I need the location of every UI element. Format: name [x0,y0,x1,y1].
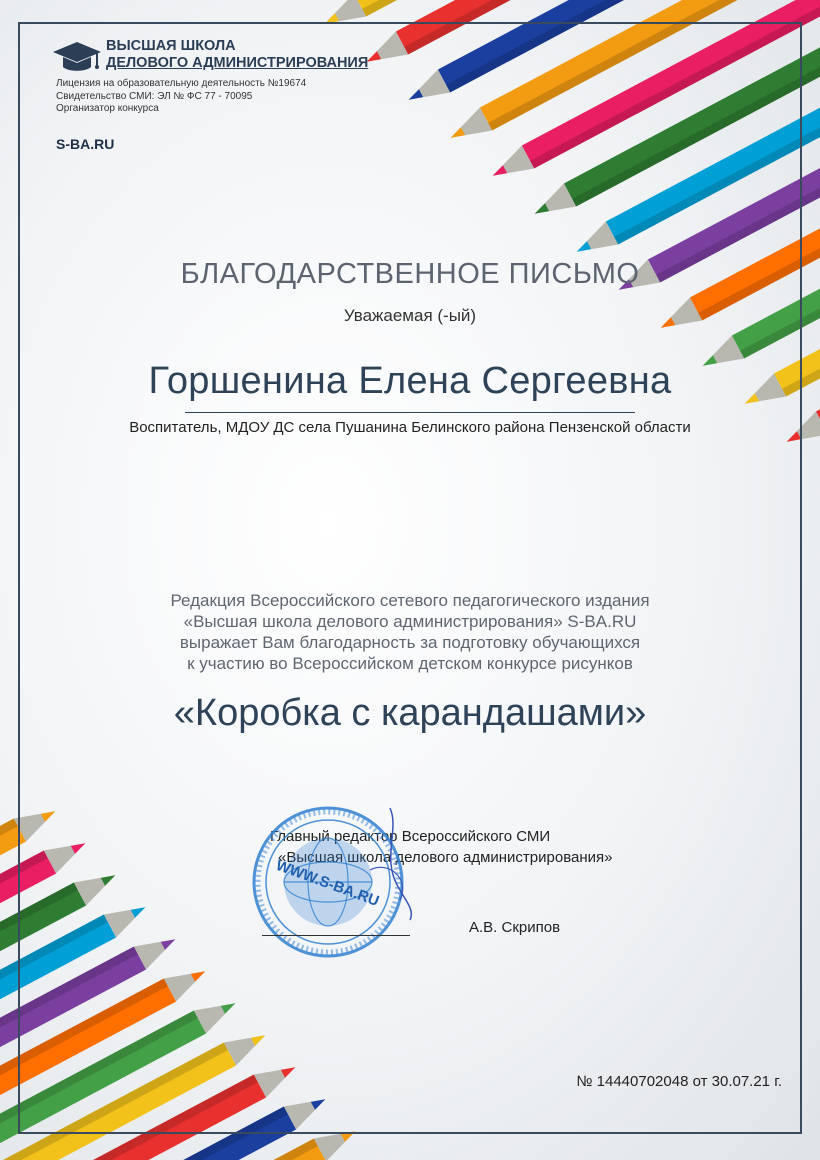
editor-line2: «Высшая школа делового администрирования» [278,849,613,866]
letter-title: БЛАГОДАРСТВЕННОЕ ПИСЬМО [180,258,640,290]
org-name-line2: ДЕЛОВОГО АДМИНИСТРИРОВАНИЯ [106,55,369,71]
document-number: № 14440702048 от 30.07.21 г. [576,1073,782,1090]
body-line: к участию во Всероссийском детском конкурсе рисунков [187,654,633,673]
recipient-position: Воспитатель, МДОУ ДС села Пушанина Белинского района Пензенской области [129,419,691,436]
body-line: «Высшая школа делового администрирования» S-BA.RU [183,612,637,631]
site-link[interactable]: S-BA.RU [56,136,115,152]
letter-body [0,590,820,674]
official-stamp [250,800,420,960]
editor-line1: Главный редактор Всероссийского СМИ [270,828,551,845]
org-name [106,38,368,72]
graduation-cap-icon [52,40,102,76]
contest-name: «Коробка с карандашами» [173,692,647,734]
signature-line [262,935,410,936]
media-cert-text: Свидетельство СМИ: ЭЛ № ФС 77 - 70095 [56,90,253,102]
greeting: Уважаемая (-ый) [343,306,477,325]
recipient-name: Горшенина Елена Сергеевна [148,360,672,402]
org-role-text: Организатор конкурса [56,103,159,114]
certificate-frame [18,22,802,1134]
body-line: выражает Вам благодарность за подготовку обучающихся [179,633,641,652]
org-name-line1: ВЫСШАЯ ШКОЛА [106,38,236,54]
org-credentials [56,78,306,116]
license-text: Лицензия на образовательную деятельность №19674 [56,78,307,89]
name-underline [185,412,635,413]
stamp-text: WWW.S-BA.RU [273,856,382,910]
body-line: Редакция Всероссийского сетевого педагогического издания [170,591,650,610]
signer-name: А.В. Скрипов [469,919,561,936]
